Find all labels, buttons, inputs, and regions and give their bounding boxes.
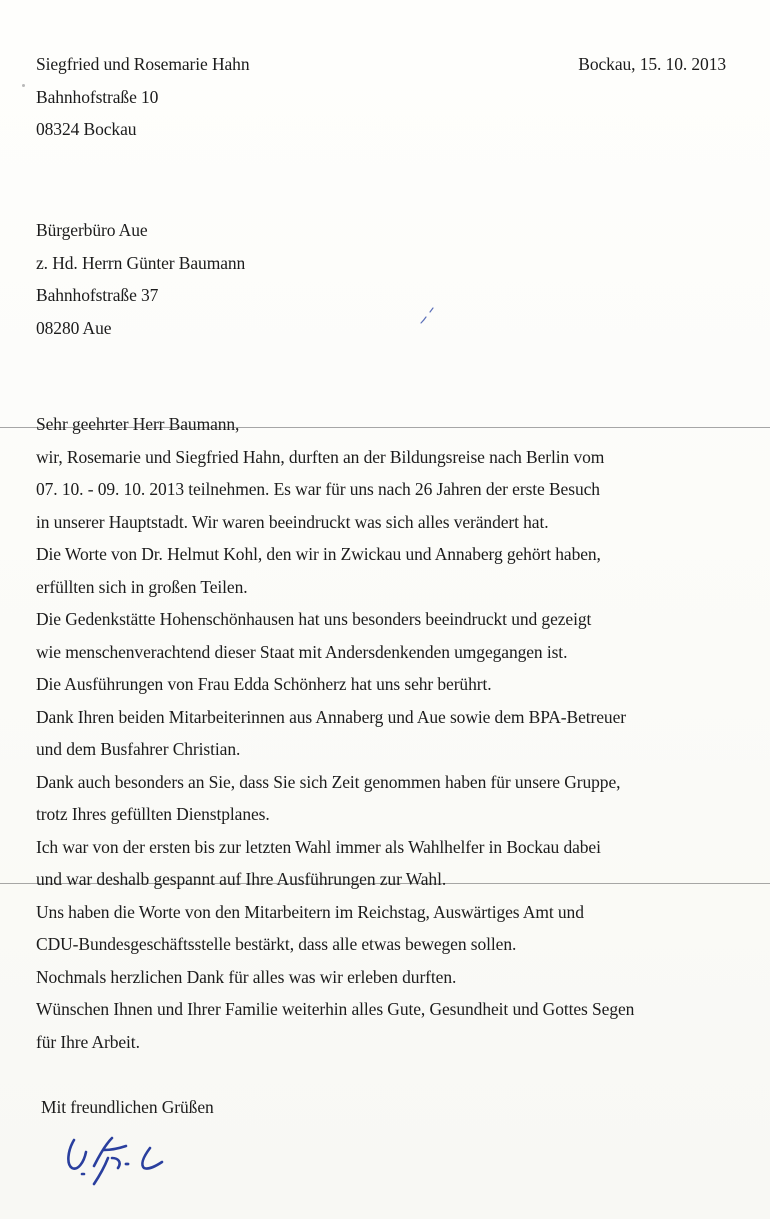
body-line: CDU-Bundesgeschäftsstelle bestärkt, dass alle etwas bewegen sollen. xyxy=(36,934,517,954)
body-line: wir, Rosemarie und Siegfried Hahn, durften an der Bildungsreise nach Berlin vom xyxy=(36,446,605,467)
recipient-attention: z. Hd. Herrn Günter Baumann xyxy=(36,252,246,273)
sender-city: 08324 Bockau xyxy=(36,119,137,139)
salutation: Sehr geehrter Herr Baumann, xyxy=(36,414,240,434)
body-line: Uns haben die Worte von den Mitarbeitern im Reichstag, Auswärtiges Amt und xyxy=(36,901,584,922)
body-line: Nochmals herzlichen Dank für alles was wir erleben durften. xyxy=(36,966,457,987)
body-line: in unserer Hauptstadt. Wir waren beeindruckt was sich alles verändert hat. xyxy=(36,511,549,532)
recipient-address xyxy=(36,220,245,350)
pen-stroke-mark xyxy=(418,306,440,326)
body-line: Die Gedenkstätte Hohenschönhausen hat uns besonders beeindruckt und gezeigt xyxy=(36,609,592,629)
recipient-street: Bahnhofstraße 37 xyxy=(36,285,159,305)
body-line: für Ihre Arbeit. xyxy=(36,1031,140,1052)
body-line: und war deshalb gespannt auf Ihre Ausführungen zur Wahl. xyxy=(36,869,447,889)
body-line: Die Worte von Dr. Helmut Kohl, den wir in Zwickau und Annaberg gehört haben, xyxy=(36,544,601,564)
sender-address xyxy=(36,54,249,152)
recipient-city: 08280 Aue xyxy=(36,317,112,338)
body-line: 07. 10. - 09. 10. 2013 teilnehmen. Es war für uns nach 26 Jahren der erste Besuch xyxy=(36,479,600,499)
body-line: Dank Ihren beiden Mitarbeiterinnen aus Annaberg und Aue sowie dem BPA-Betreuer xyxy=(36,706,626,727)
body-line: Dank auch besonders an Sie, dass Sie sich Zeit genommen haben für unsere Gruppe, xyxy=(36,771,621,792)
recipient-office: Bürgerbüro Aue xyxy=(36,220,148,240)
body-line: wie menschenverachtend dieser Staat mit Andersdenkenden umgegangen ist. xyxy=(36,641,568,662)
body-line: und dem Busfahrer Christian. xyxy=(36,739,241,759)
date-line: Bockau, 15. 10. 2013 xyxy=(578,54,726,74)
sender-street: Bahnhofstraße 10 xyxy=(36,86,159,107)
closing-line: Mit freundlichen Grüßen xyxy=(41,1097,214,1117)
body-line: Wünschen Ihnen und Ihrer Familie weiterhin alles Gute, Gesundheit und Gottes Segen xyxy=(36,999,635,1019)
body-line: trotz Ihres gefüllten Dienstplanes. xyxy=(36,804,270,824)
body-line: Ich war von der ersten bis zur letzten Wahl immer als Wahlhelfer in Bockau dabei xyxy=(36,836,601,857)
paper-speck xyxy=(22,84,25,87)
handwritten-signature xyxy=(60,1128,180,1188)
sender-name: Siegfried und Rosemarie Hahn xyxy=(36,54,250,74)
letter-body xyxy=(36,414,634,1064)
body-line: Die Ausführungen von Frau Edda Schönherz hat uns sehr berührt. xyxy=(36,674,492,694)
body-line: erfüllten sich in großen Teilen. xyxy=(36,576,248,597)
